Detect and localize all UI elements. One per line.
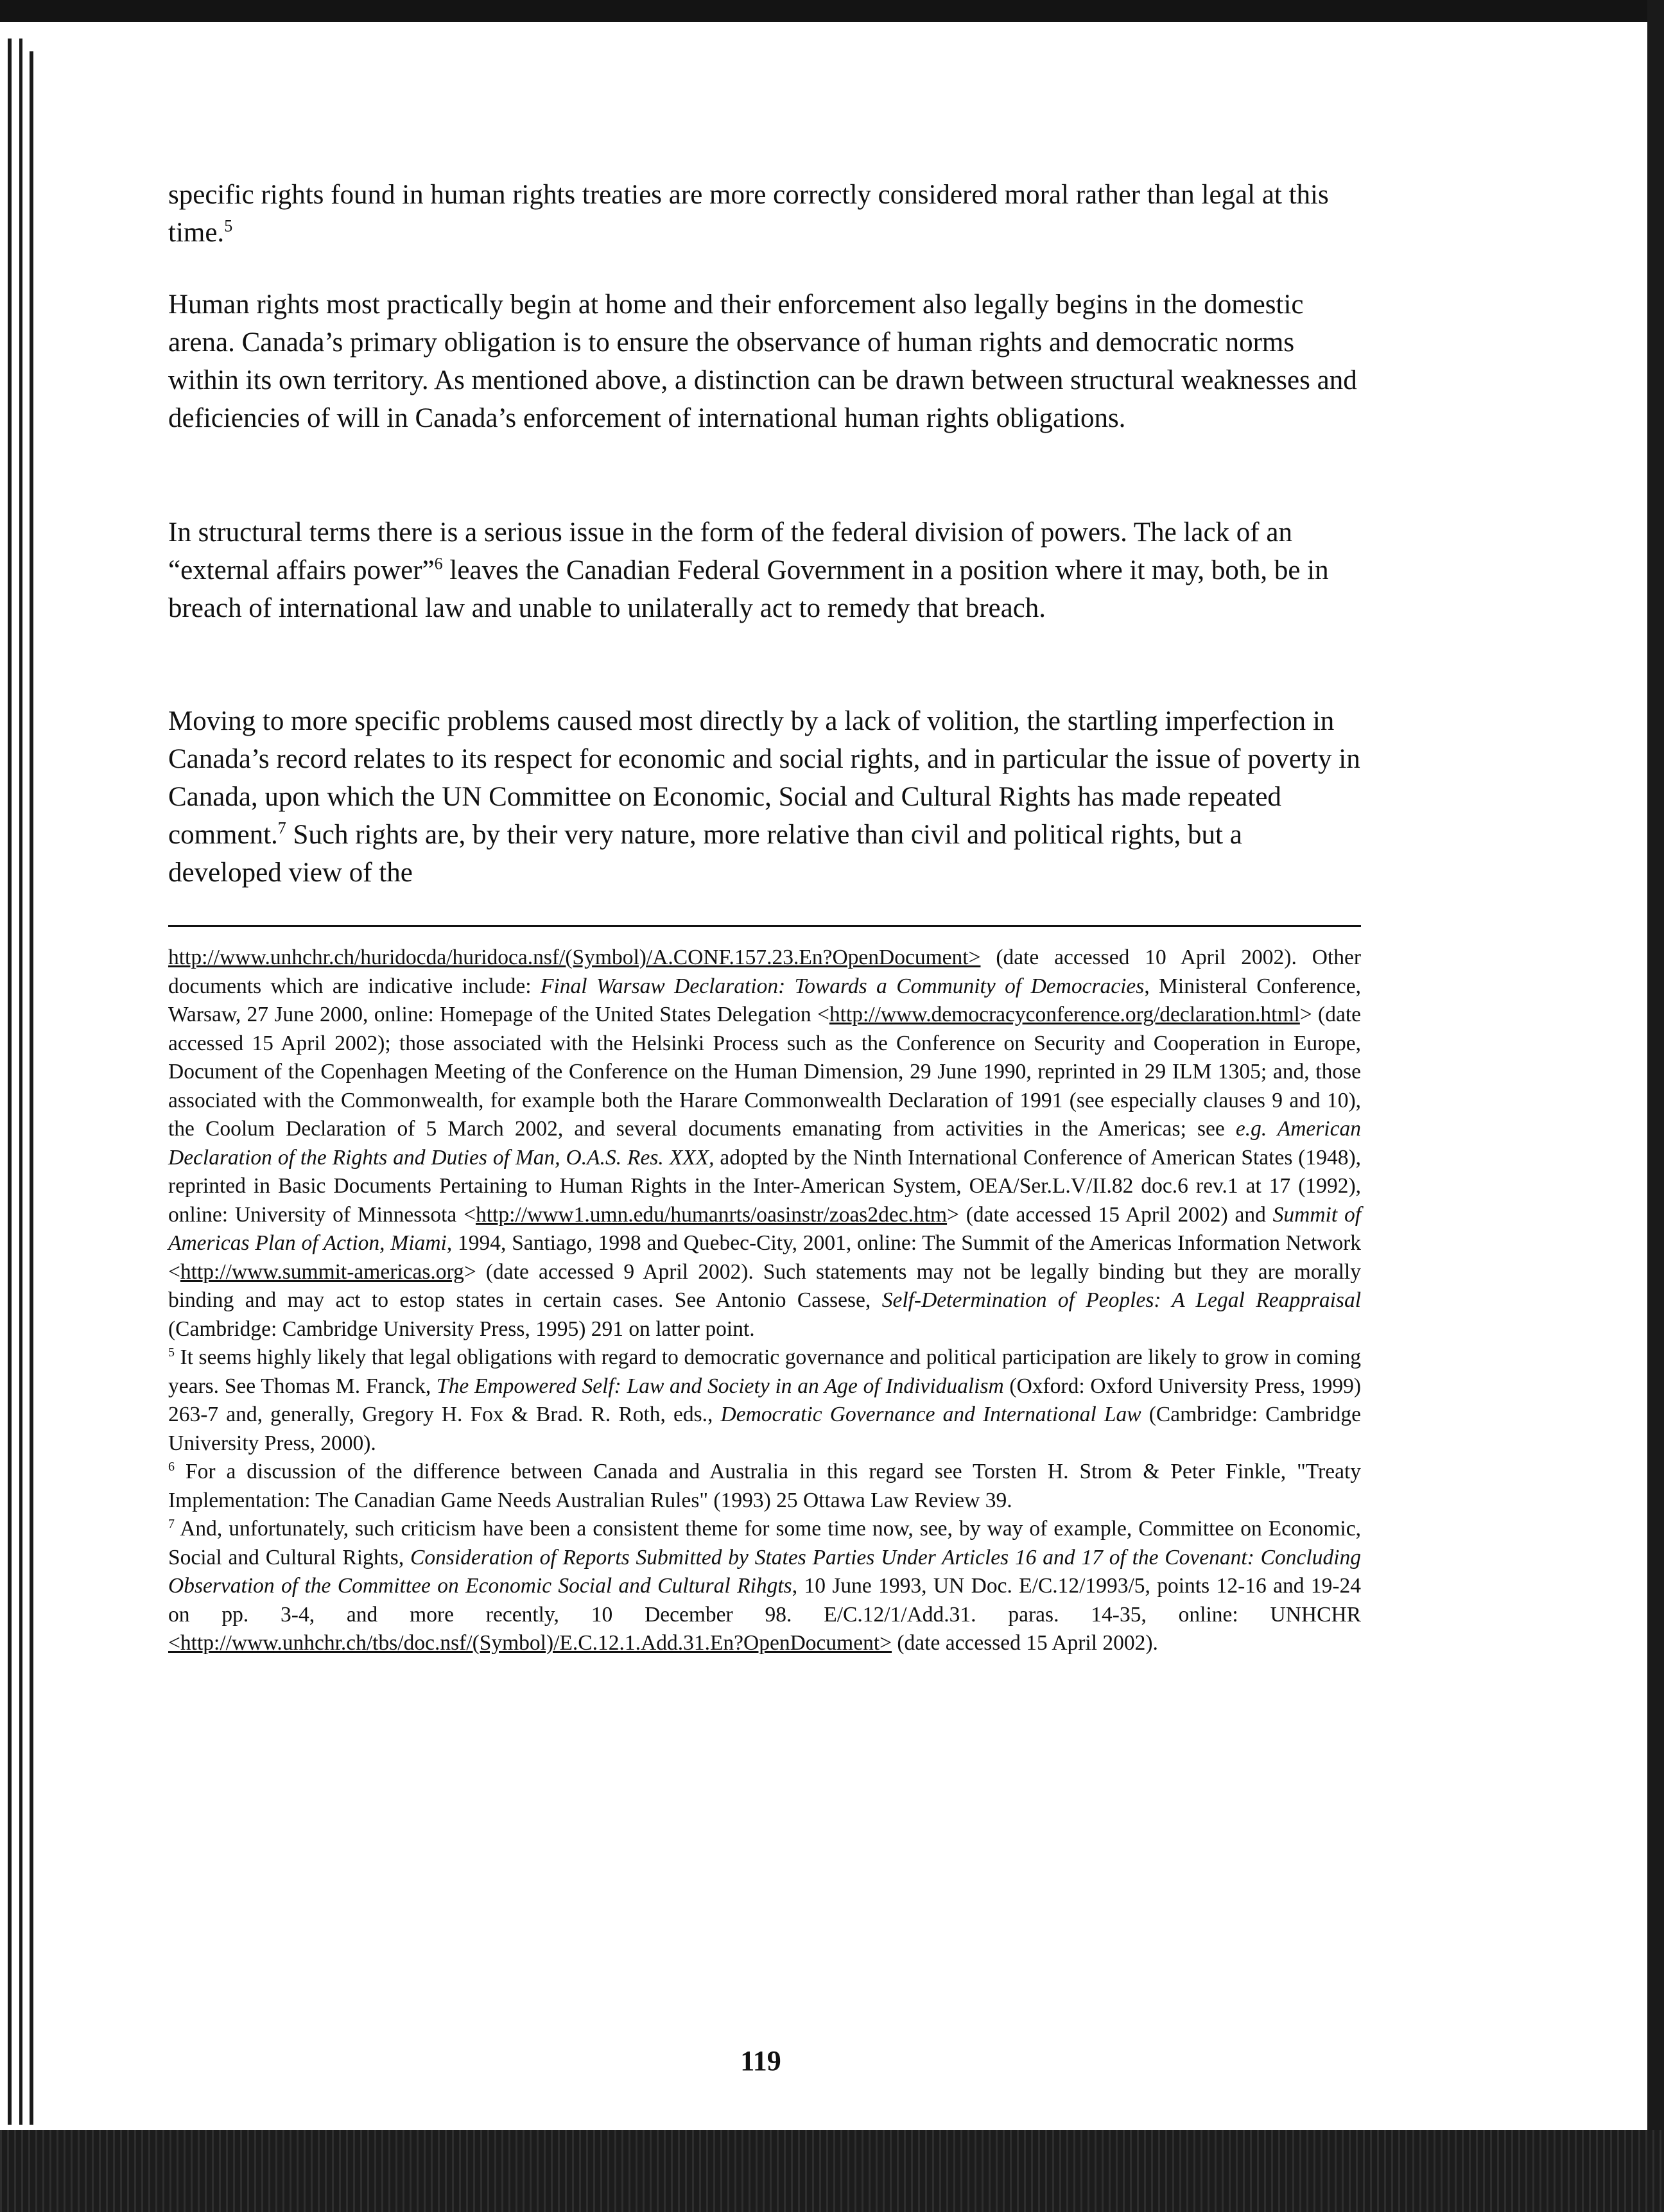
footnote-text: > (date accessed 15 April 2002) and <box>947 1202 1273 1227</box>
footnote-link[interactable]: http://www.democracyconference.org/declaration.html <box>829 1003 1300 1026</box>
body-paragraph-3 <box>168 514 1361 627</box>
scan-bottom-noise <box>0 2130 1664 2212</box>
footnote-6 <box>168 1458 1361 1515</box>
footnote-7 <box>168 1515 1361 1658</box>
footnote-link[interactable]: http://www1.umn.edu/humanrts/oasinstr/zoas2dec.htm <box>475 1202 948 1227</box>
footnote-title: The Empowered Self: Law and Society in an Age of Individualism <box>436 1374 1004 1398</box>
footnote-ref-7[interactable]: 7 <box>277 818 286 838</box>
footnote-text: , Ministeral Conference, Warsaw, 27 June 2000, online: Homepage of the United States Delegation < <box>168 974 1361 1026</box>
footnote-ref-5[interactable]: 5 <box>224 216 233 236</box>
footnote-title: Final Warsaw Declaration: Towards a Community of Democracies <box>541 974 1145 998</box>
body-paragraph-1 <box>168 176 1361 252</box>
footnote-separator <box>168 925 1361 927</box>
footnote-text: adopted by the Ninth International Conference of American States (1948), reprinted in Basic Documents Pertaining to Human Rights in the Inter-American System, OEA/Ser.L.V/II.82 doc.6 rev.1 at 17 (1992), online: University of Minnessota < <box>168 1145 1361 1227</box>
body-paragraph-2: Human rights most practically begin at home and their enforcement also legally begins in the domestic arena. Canada’s primary obligation is to ensure the observance of human rights and democratic norms within its own territory. As mentioned above, a distinction can be drawn between structural weaknesses and deficiencies of will in Canada’s enforcement of international human rights obligations. <box>168 289 1357 433</box>
footnote-link[interactable]: http://www.summit-americas.org <box>180 1259 464 1284</box>
footnote-link[interactable]: <http://www.unhchr.ch/tbs/doc.nsf/(Symbol)/E.C.12.1.Add.31.En?OpenDocument> <box>168 1631 892 1655</box>
scan-top-edge <box>0 0 1664 22</box>
body-text: In structural terms there is a serious issue in the form of the federal division of powers. The lack of an “external affairs power” <box>168 517 1292 585</box>
footnote-title: Self-Determination of Peoples: A Legal Reappraisal <box>881 1288 1362 1312</box>
footnote-text: , 1994, Santiago, 1998 and Quebec-City, 2001, online: The Summit of the Americas Information Network < <box>168 1231 1361 1284</box>
scan-right-edge <box>1647 0 1664 2212</box>
footnote-number: 5 <box>168 1345 175 1360</box>
footnote-5 <box>168 1344 1361 1458</box>
footnote-text: > (date accessed 9 April 2002). Such statements may not be legally binding but they are morally binding and may act to estop states in certain cases. See Antonio Cassese, <box>168 1259 1361 1312</box>
body-text: leaves the Canadian Federal Government in a position where it may, both, be in breach of international law and unable to unilaterally act to remedy that breach. <box>168 555 1329 623</box>
body-paragraph-4 <box>168 702 1361 892</box>
body-text: Such rights are, by their very nature, more relative than civil and political rights, but a developed view of the <box>168 820 1242 888</box>
footnote-number: 7 <box>168 1516 175 1531</box>
body-text: specific rights found in human rights treaties are more correctly considered moral rather than legal at this time. <box>168 180 1329 248</box>
footnotes <box>168 944 1361 1658</box>
footnote-title: Summit of Americas Plan of Action, Miami <box>168 1202 1362 1255</box>
footnote-title: Consideration of Reports Submitted by States Parties Under Articles 16 and 17 of the Covenant: Concluding Observation of the Committee on Economic Social and Cultural Rihgts <box>168 1545 1362 1598</box>
footnote-text: (date accessed 15 April 2002). <box>892 1631 1158 1655</box>
binding-line <box>30 51 33 2125</box>
footnote-text: (date accessed 10 April 2002). Other documents which are indicative include: <box>168 946 1361 998</box>
footnote-text: (Cambridge: Cambridge University Press, 1995) 291 on latter point. <box>168 1317 755 1341</box>
footnote-text: And, unfortunately, such criticism have been a consistent theme for some time now, see, by way of example, Committee on Economic, Social and Cultural Rights, <box>168 1517 1361 1569</box>
footnote-text: > (date accessed 15 April 2002); those associated with the Helsinki Process such as the Conference on Security and Cooperation in Europe, Document of the Copenhagen Meeting of the Conference on the Human Dimension, 29 June 1990, reprinted in 29 ILM 1305; and, those associated with the Commonwealth, for example both the Harare Commonwealth Declaration of 1991 (see especially clauses 9 and 10), the Coolum Declaration of 5 March 2002, and several documents emanating from activities in the Americas; see <box>168 1003 1361 1141</box>
footnote-text: (Cambridge: Cambridge University Press, 2000). <box>168 1403 1361 1455</box>
binding-line <box>19 39 22 2125</box>
binding-line <box>8 39 12 2125</box>
footnote-title: Democratic Governance and International Law <box>720 1403 1141 1426</box>
page-number: 119 <box>740 2045 781 2077</box>
footnote-text: (Oxford: Oxford University Press, 1999) 263-7 and, generally, Gregory H. Fox & Brad. R. Roth, eds., <box>168 1374 1361 1426</box>
footnote-title: e.g. American Declaration of the Rights and Duties of Man, O.A.S. Res. XXX, <box>168 1117 1361 1170</box>
footnote-link[interactable]: http://www.unhchr.ch/huridocda/huridoca.nsf/(Symbol)/A.CONF.157.23.En?OpenDocument> <box>168 946 981 969</box>
footnote-text: It seems highly likely that legal obligations with regard to democratic governance and political participation are likely to grow in coming years. See Thomas M. Franck, <box>168 1345 1361 1398</box>
footnote-text: , 10 June 1993, UN Doc. E/C.12/1993/5, points 12-16 and 19-24 on pp. 3-4, and more recently, 10 December 98. E/C.12/1/Add.31. paras. 14-35, online: UNHCHR <box>168 1574 1361 1627</box>
footnote-text: For a discussion of the difference between Canada and Australia in this regard see Torsten H. Strom & Peter Finkle, "Treaty Implementation: The Canadian Game Needs Australian Rules" (1993) 25 Ottawa Law Review 39. <box>168 1460 1361 1512</box>
footnote-ref-6[interactable]: 6 <box>434 554 443 573</box>
footnote-number: 6 <box>168 1459 175 1474</box>
footnote-continuation <box>168 944 1361 1344</box>
body-text: Moving to more specific problems caused most directly by a lack of volition, the startling imperfection in Canada’s record relates to its respect for economic and social rights, and in particular the issue of poverty in Canada, upon which the UN Committee on Economic, Social and Cultural Rights has made repeated comment. <box>168 706 1360 850</box>
